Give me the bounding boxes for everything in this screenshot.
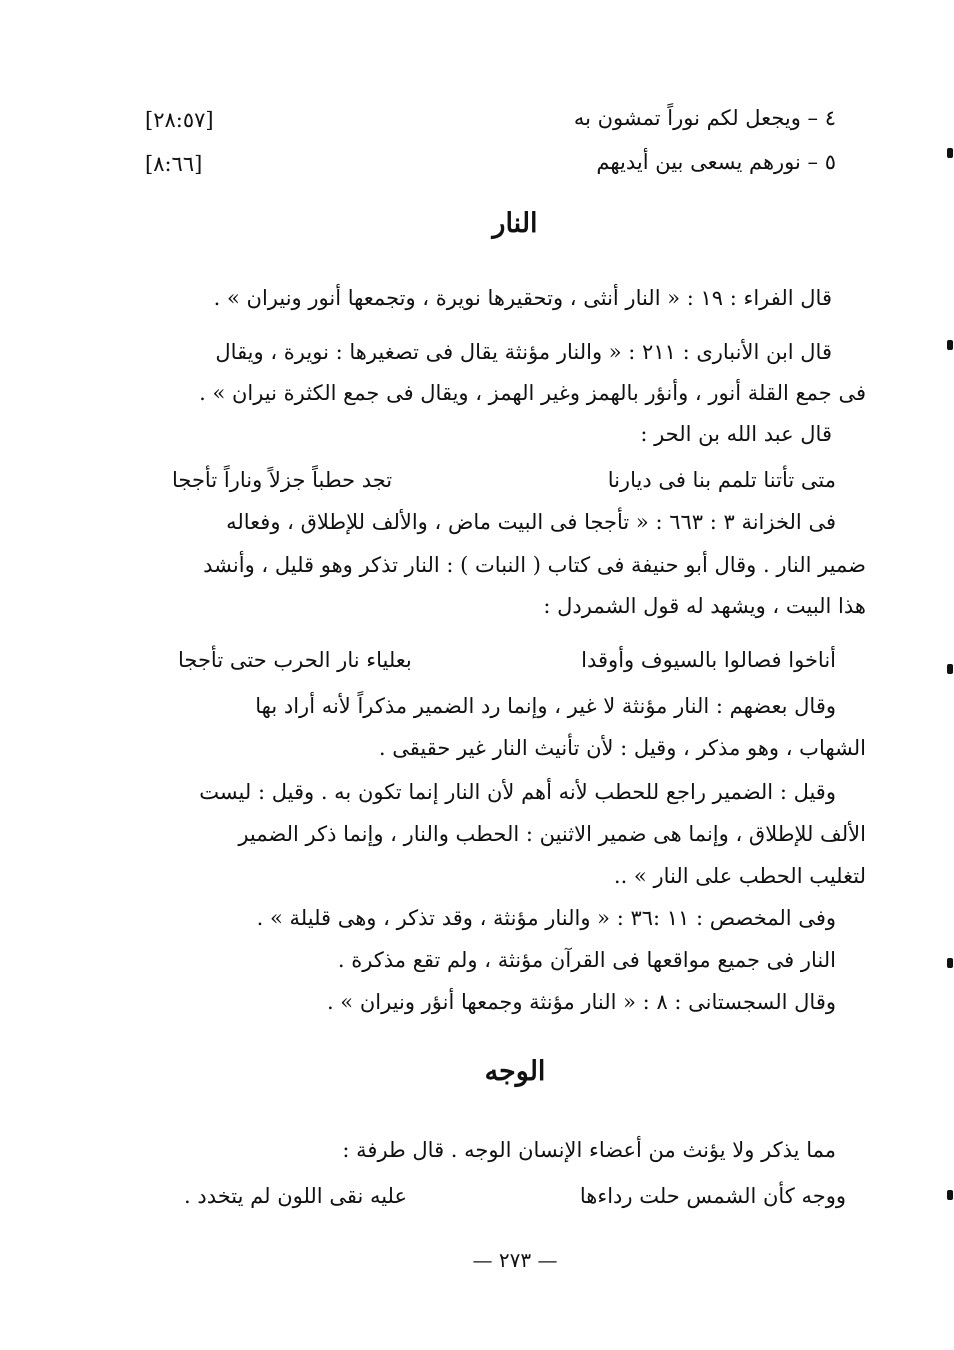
page-number: — ٢٧٣ — bbox=[472, 1248, 558, 1272]
text-line: قال ابن الأنبارى : ٢١١ : « والنار مؤنثة يقال فى تصغيرها : نويرة ، ويقال bbox=[215, 340, 832, 364]
text-line: النار فى جميع مواقعها فى القرآن مؤنثة ، ولم تقع مذكرة . bbox=[337, 948, 836, 972]
text-line: فى جمع القلة أنور ، وأنؤر بالهمز وغير الهمز ، ويقال فى جمع الكثرة نيران » . bbox=[199, 381, 866, 405]
scan-mark bbox=[947, 148, 953, 158]
text-line: قال عبد الله بن الحر : bbox=[640, 422, 832, 446]
verse-right-half: ووجه كأن الشمس حلت رداءها bbox=[579, 1184, 846, 1208]
section-title-face: الوجه bbox=[484, 1056, 546, 1087]
item-4-text: ٤ – ويجعل لكم نوراً تمشون به bbox=[573, 106, 836, 130]
scan-mark bbox=[947, 1190, 953, 1200]
text-line: وفى المخصص : ١١ :٣٦ : « والنار مؤنثة ، وقد تذكر ، وهى قليلة » . bbox=[256, 906, 836, 930]
text-line: وقيل : الضمير راجع للحطب لأنه أهم لأن النار إنما تكون به . وقيل : ليست bbox=[199, 780, 836, 804]
scan-mark bbox=[947, 958, 953, 968]
verse-left-half: عليه نقى اللون لم يتخدد . bbox=[184, 1184, 408, 1208]
scan-mark bbox=[947, 664, 953, 674]
verse-right-half: أناخوا فصالوا بالسيوف وأوقدا bbox=[581, 648, 836, 672]
text-line: الألف للإطلاق ، وإنما هى ضمير الاثنين : الحطب والنار ، وإنما ذكر الضمير bbox=[238, 822, 866, 846]
verse-left-half: تجد حطباً جزلاً وناراً تأججا bbox=[172, 468, 393, 492]
scan-mark bbox=[947, 340, 953, 350]
item-4-ref: [٢٨:٥٧] bbox=[145, 108, 214, 132]
text-line: هذا البيت ، ويشهد له قول الشمردل : bbox=[543, 594, 866, 618]
text-line: لتغليب الحطب على النار » .. bbox=[613, 864, 866, 888]
text-line: قال الفراء : ١٩ : « النار أنثى ، وتحقيرها نويرة ، وتجمعها أنور ونيران » . bbox=[213, 286, 832, 310]
text-line: ضمير النار . وقال أبو حنيفة فى كتاب ( النبات ) : النار تذكر وهو قليل ، وأنشد bbox=[203, 553, 866, 577]
item-5-text: ٥ – نورهم يسعى بين أيديهم bbox=[596, 150, 836, 174]
text-line: وقال السجستانى : ٨ : « النار مؤنثة وجمعها أنؤر ونيران » . bbox=[326, 990, 836, 1014]
section-title-fire: النار bbox=[492, 208, 538, 239]
text-line: مما يذكر ولا يؤنث من أعضاء الإنسان الوجه . قال طرفة : bbox=[342, 1138, 836, 1162]
text-line: الشهاب ، وهو مذكر ، وقيل : لأن تأنيث النار غير حقيقى . bbox=[378, 736, 866, 760]
text-line: وقال بعضهم : النار مؤنثة لا غير ، وإنما رد الضمير مذكراً لأنه أراد بها bbox=[255, 694, 836, 718]
item-5-ref: [٨:٦٦] bbox=[145, 152, 203, 176]
verse-left-half: بعلياء نار الحرب حتى تأججا bbox=[178, 648, 412, 672]
verse-right-half: متى تأتنا تلمم بنا فى ديارنا bbox=[607, 468, 836, 492]
text-line: فى الخزانة ٣ : ٦٦٣ : « تأججا فى البيت ماض ، والألف للإطلاق ، وفعاله bbox=[226, 510, 836, 534]
